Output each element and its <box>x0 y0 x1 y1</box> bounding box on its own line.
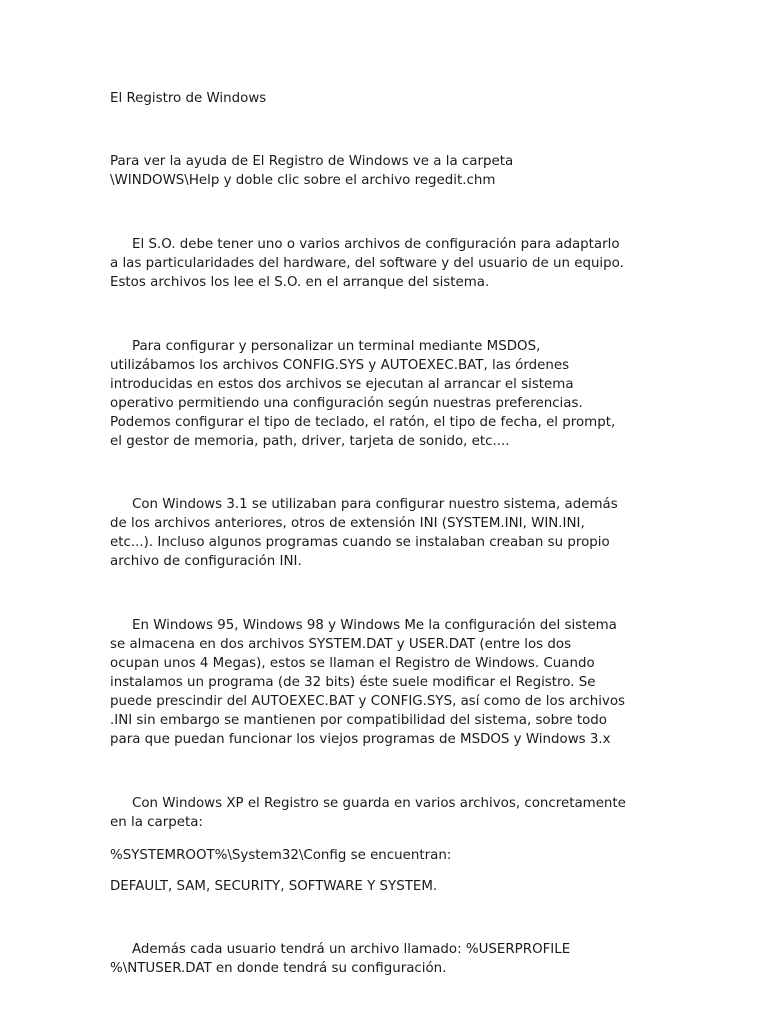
paragraph-line: Para configurar y personalizar un terminal mediante MSDOS, <box>132 339 541 354</box>
paragraph-line: el gestor de memoria, path, driver, tarjeta de sonido, etc.... <box>110 434 510 449</box>
document-title <box>110 89 670 108</box>
paragraph-line: Además cada usuario tendrá un archivo llamado: %USERPROFILE <box>132 942 571 957</box>
paragraph-line: introducidas en estos dos archivos se ejecutan al arrancar el sistema <box>110 377 574 392</box>
paragraph-line: En Windows 95, Windows 98 y Windows Me la configuración del sistema <box>132 618 617 633</box>
paragraph-line: para que puedan funcionar los viejos programas de MSDOS y Windows 3.x <box>110 732 611 747</box>
paragraph-line: Podemos configurar el tipo de teclado, el ratón, el tipo de fecha, el prompt, <box>110 415 616 430</box>
paragraph-line: Con Windows XP el Registro se guarda en varios archivos, concretamente <box>132 796 626 811</box>
files-text: DEFAULT, SAM, SECURITY, SOFTWARE Y SYSTEM. <box>110 879 438 894</box>
config-path-line <box>110 846 670 865</box>
paragraph-line: utilizábamos los archivos CONFIG.SYS y AUTOEXEC.BAT, las órdenes <box>110 358 570 373</box>
paragraph-line: etc...). Incluso algunos programas cuando se instalaban creaban su propio <box>110 535 610 550</box>
paragraph-line: en la carpeta: <box>110 815 203 830</box>
paragraph-line: puede prescindir del AUTOEXEC.BAT y CONFIG.SYS, así como de los archivos <box>110 694 626 709</box>
paragraph-line: El S.O. debe tener uno o varios archivos de configuración para adaptarlo <box>132 237 620 252</box>
paragraph-windows95 <box>110 616 670 749</box>
paragraph-msdos <box>110 337 670 451</box>
registry-files-line <box>110 877 670 896</box>
paragraph-line: ocupan unos 4 Megas), estos se llaman el Registro de Windows. Cuando <box>110 656 595 671</box>
path-text: %SYSTEMROOT%\System32\Config se encuentran: <box>110 848 452 863</box>
paragraph-line: \WINDOWS\Help y doble clic sobre el archivo regedit.chm <box>110 173 496 188</box>
help-paragraph <box>110 152 670 190</box>
paragraph-line: .INI sin embargo se mantienen por compatibilidad del sistema, sobre todo <box>110 713 607 728</box>
paragraph-line: operativo permitiendo una configuración según nuestras preferencias. <box>110 396 583 411</box>
paragraph-line: instalamos un programa (de 32 bits) éste suele modificar el Registro. Se <box>110 675 596 690</box>
paragraph-line: Estos archivos los lee el S.O. en el arranque del sistema. <box>110 275 490 290</box>
paragraph-line: a las particularidades del hardware, del software y del usuario de un equipo. <box>110 256 624 271</box>
paragraph-user-profile <box>110 940 670 978</box>
title-text: El Registro de Windows <box>110 91 267 106</box>
paragraph-line: Con Windows 3.1 se utilizaban para configurar nuestro sistema, además <box>132 497 618 512</box>
paragraph-line: %\NTUSER.DAT en donde tendrá su configuración. <box>110 961 447 976</box>
paragraph-line: Para ver la ayuda de El Registro de Windows ve a la carpeta <box>110 154 514 169</box>
paragraph-config-files <box>110 235 670 292</box>
paragraph-line: se almacena en dos archivos SYSTEM.DAT y USER.DAT (entre los dos <box>110 637 572 652</box>
paragraph-windows31 <box>110 495 670 571</box>
paragraph-line: de los archivos anteriores, otros de extensión INI (SYSTEM.INI, WIN.INI, <box>110 516 585 531</box>
paragraph-line: archivo de configuración INI. <box>110 554 302 569</box>
paragraph-windows-xp <box>110 794 670 832</box>
